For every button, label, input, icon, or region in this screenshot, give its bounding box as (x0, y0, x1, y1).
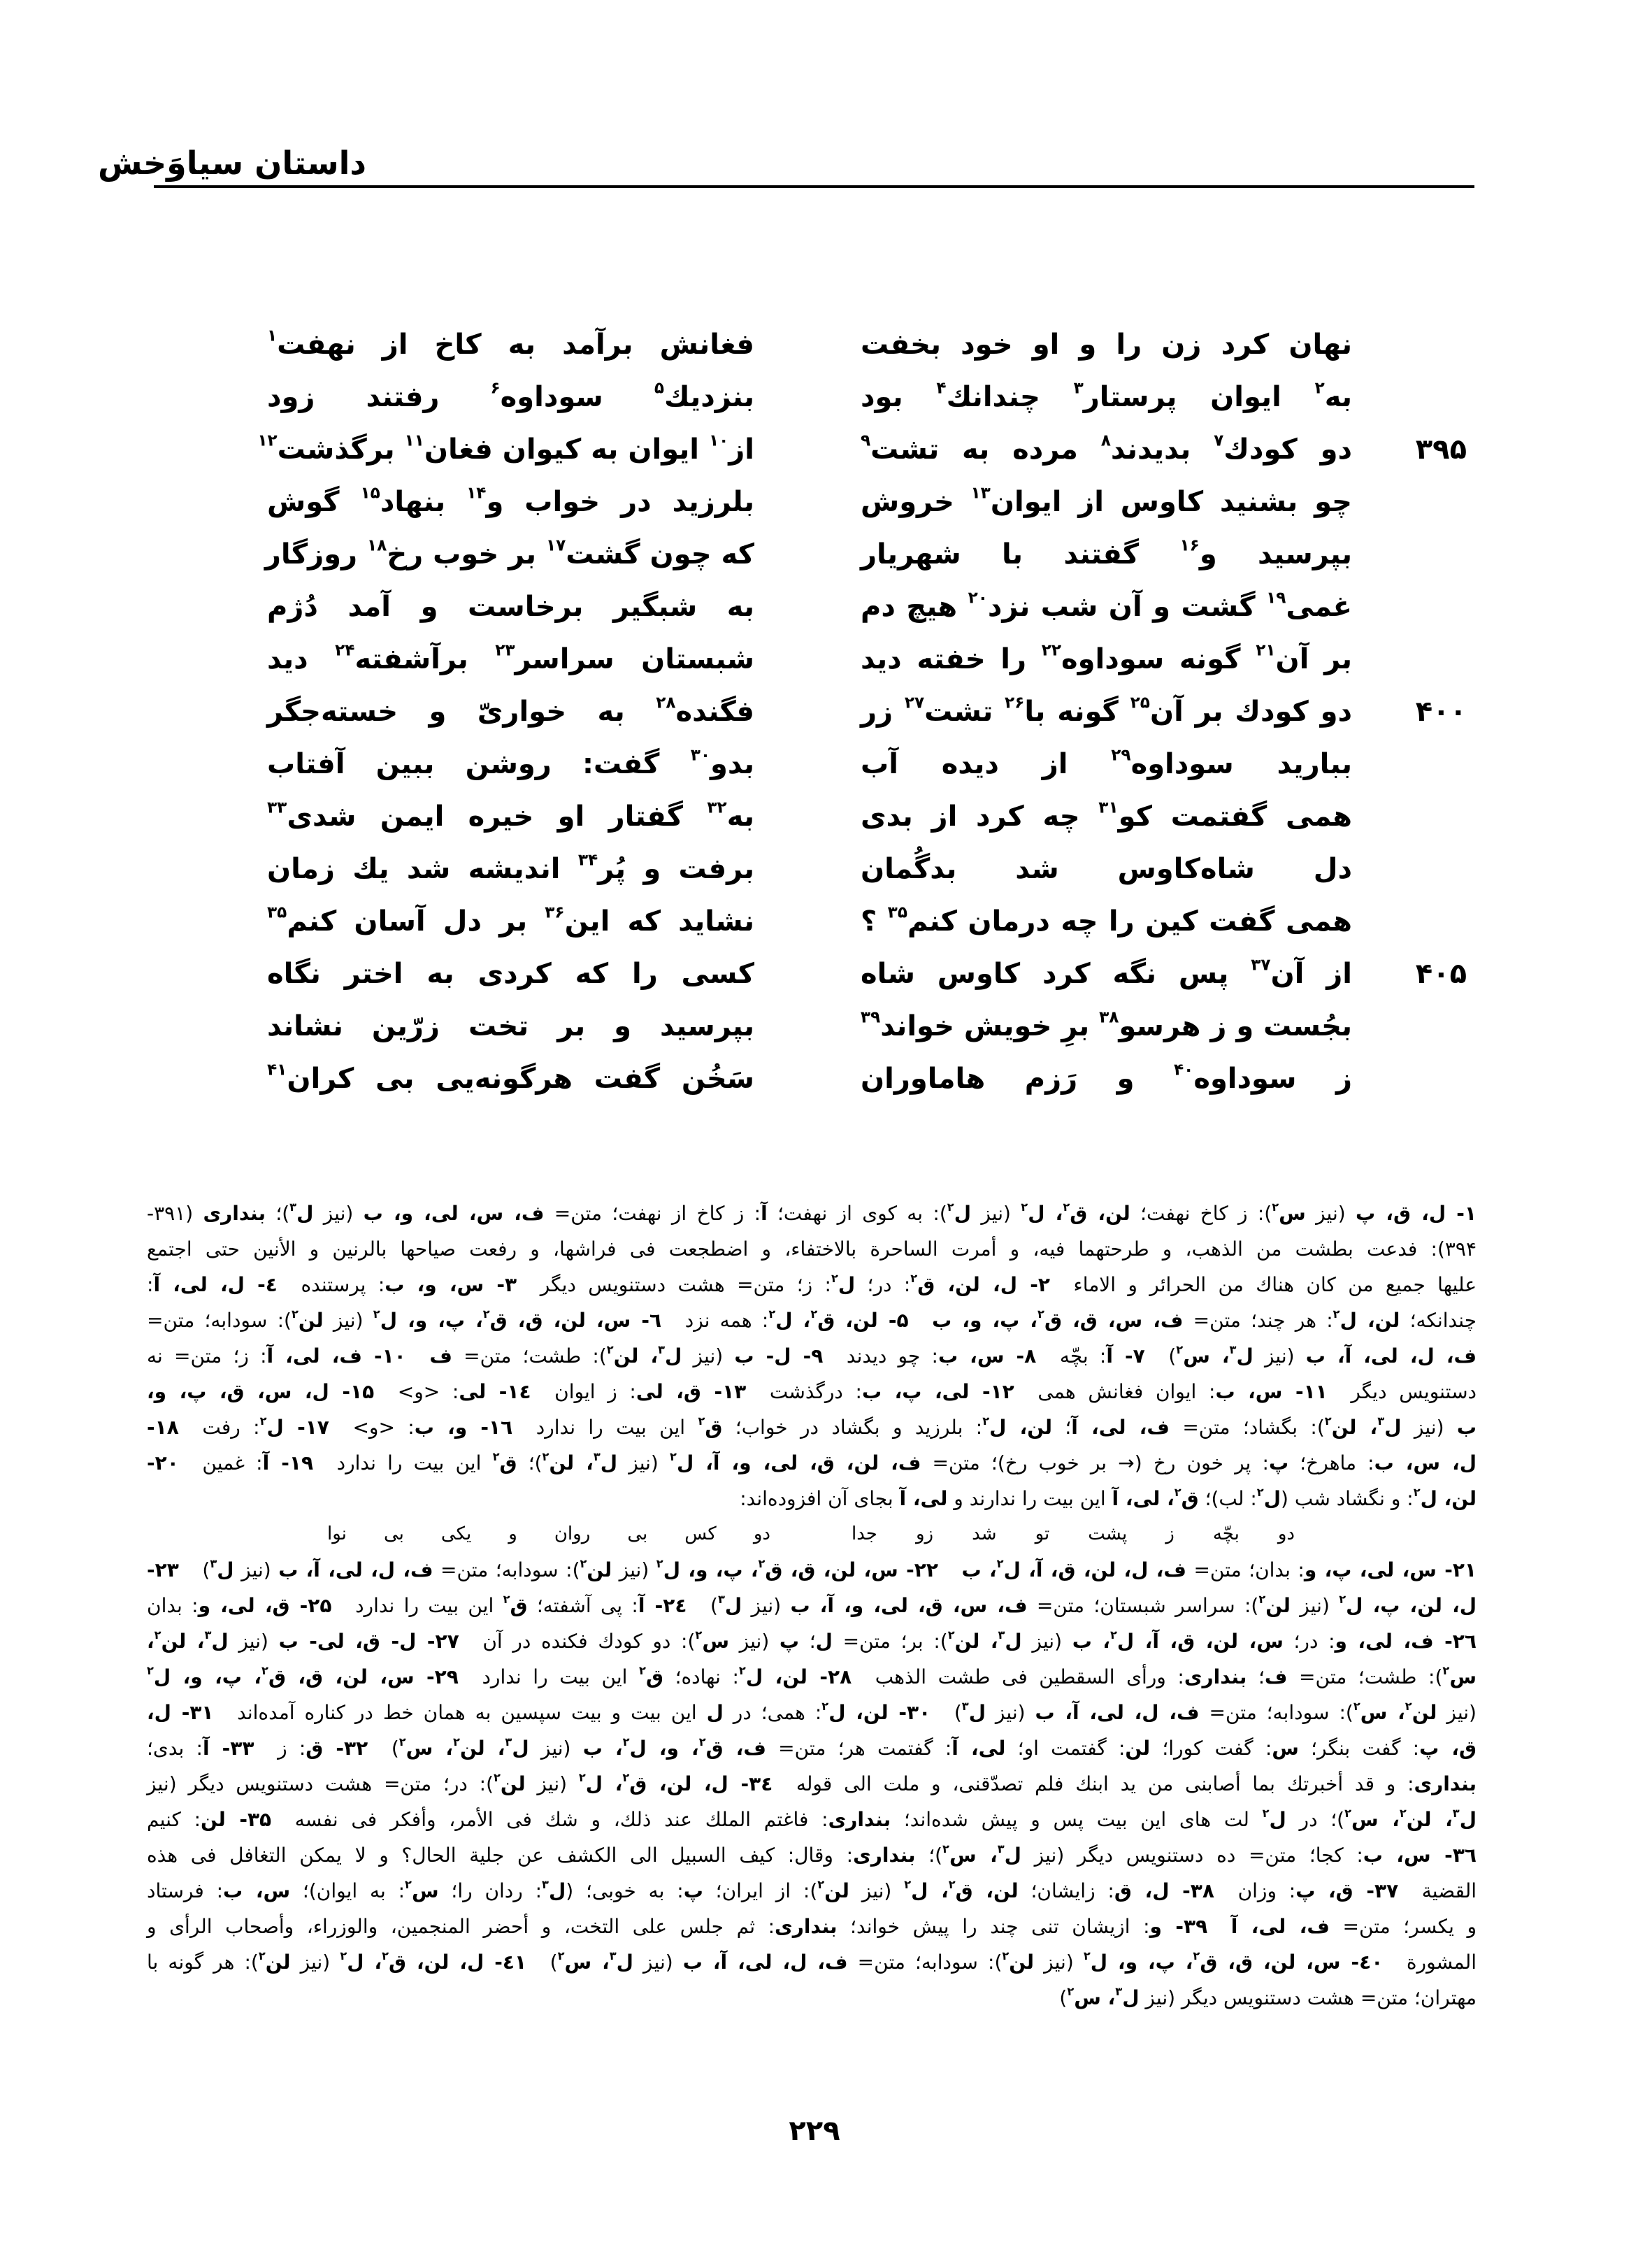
verse-number: ۳۹۵ (1415, 433, 1467, 466)
poem-body (0, 319, 1652, 1105)
footnote-line: ل، س، ب: ماهرخ؛ پ: پر خون رخ (→ بر خوب رخ)؛ متن= ف، لن، ق، لی، و، آ، ل$^۲$ (نیز ل$^۳$، لن$^۲$)؛ ق$^۲$ این بیت را ندارد۱۹- آ: غمین۲۰- (147, 1450, 1477, 1474)
verse-number (1391, 371, 1467, 424)
hemistich-left: نشاید که این$^{۳۶}$ بر دل آسان کنم$^{۳۵}$ (267, 903, 754, 938)
footnote-line: چندانکه؛ لن، ل$^۲$: هر چند؛ متن= ف، س، ق، ق$^۲$، پ، و، ب۵- لن، ق$^۲$، ل$^۲$: همه نزد٦- س، لن، ق، ق$^۲$، پ، و، ل$^۲$ (نیز لن$^۲$): سودابه؛ متن= (147, 1307, 1477, 1332)
hemistich-right: بپرسید و$^{۱۶}$ گفتند با شهریار (861, 536, 1352, 570)
hemistich-left: که چون گشت$^{۱۷}$ بر خوب رخ$^{۱۸}$ روزگار (264, 536, 754, 570)
footnote-line: ٢٦- ف، لی، و: در؛ س، لن، ق، آ، ل$^۲$، ب (نیز ل$^۳$، لن$^۲$): بر؛ متن= ل؛ پ (نیز س$^۲$): دو کودك فکنده در آن۲۷- ل- ق، لی- ب (نیز ل$^۳$، لن$^۲$، (147, 1628, 1477, 1653)
hemistich-left: بپرسید و بر تخت زرّین نشاند (267, 1010, 754, 1042)
footnote-line: ۳۹۴): فدعت بطشت من الذهب، و طرحتهما فیه، و أمرت الساحرة بالاختفاء، و اضطجعت فی فراشها، و رفعت صیاحها بالرنین و الأنین حتی اجتمع (147, 1237, 1477, 1261)
verse-number (1391, 1053, 1467, 1105)
verse-number (1391, 896, 1467, 948)
couplet (0, 633, 1652, 686)
couplet (0, 948, 1652, 1000)
verse-number (1391, 843, 1467, 896)
footnote-line: ۲۱- س، لی، پ، و: بدان؛ متن= ف، ل، لن، ق، آ، ل$^۲$، ب۲۲- س، لن، ق، ق$^۲$، پ، و، ل$^۲$ (نیز لن$^۲$): سودابه؛ متن= ف، ل، لی، آ، ب (نیز ل$^۳$)۲۳- (147, 1557, 1477, 1581)
footnote-line: علیها جمیع من کان هناك من الحرائر و الاماء۲- ل، لن، ق$^۲$: در؛ ل$^۲$: ز؛ متن= هشت دستنویس دیگر۳- س، و، ب: پرستنده٤- ل، لی، آ: (147, 1272, 1477, 1296)
footnote-line: ل$^۳$، لن$^۲$، س$^۲$)؛ در ل$^۲$ لت های این بیت پس و پیش شده‌اند؛ بنداری: فاغتم الملك عند ذلك، و شك فی الأمر، وأفکر فی نفسه۳۵- لن: کنیم (147, 1807, 1477, 1831)
footnote-line: لن، ل$^۲$: و نگشاد شب (ل$^۲$: لب)؛ ق$^۲$، لی، آ این بیت را ندارند و لی، آ بجای آن افزوده‌اند: (740, 1486, 1477, 1510)
hemistich-left: شبستان سراسر$^{۲۳}$ برآشفته$^{۲۴}$ دید (267, 640, 755, 675)
hemistich-right: بر آن$^{۲۱}$ گونه سوداوه$^{۲۲}$ را خفته دید (861, 640, 1352, 675)
hemistich-left: سَخُن گفت هرگونه‌یی بی کران$^{۴۱}$ (267, 1060, 754, 1095)
hemistich-left: برفت و پُر$^{۳۴}$ اندیشه شد یك زمان (267, 850, 754, 885)
hemistich-right: چو بشنید کاوس از ایوان$^{۱۳}$ خروش (861, 483, 1352, 518)
hemistich-left: کسی را که کردی به اختر نگاه (267, 958, 754, 990)
hemistich-right: همی گفتمت کو$^{۳۱}$ چه کرد از بدی (861, 798, 1353, 833)
verse-number (1391, 581, 1467, 633)
footnote-quoted-verse (147, 1516, 1477, 1552)
footnote-line: ۱- ل، ق، پ (نیز س$^۲$): ز کاخ نهفت؛ لن، ق$^۲$، ل$^۲$ (نیز ل$^۲$): به کوی از نهفت؛ آ: ز کاخ از نهفت؛ متن= ف، س، لی، و، ب (نیز ل$^۳$)؛ بنداری (۳۹۱- (147, 1200, 1477, 1225)
verse-number: ۴۰۵ (1415, 958, 1467, 990)
couplet (0, 1000, 1652, 1053)
hemistich-right: دل شاه‌کاوس شد بدگُمان (861, 853, 1352, 885)
footnote-line: المشورة٤٠- س، لن، ق، ق$^۲$، پ، و، ل$^۲$ (نیز لن$^۲$): سودابه؛ متن= ف، ل، لی، آ، ب (نیز ل$^۳$، س$^۲$)٤١- ل، لن، ق$^۲$، ل$^۲$ (نیز لن$^۲$): هر گونه با (147, 1949, 1477, 1974)
running-title: داستان سیاوَخش (98, 144, 366, 182)
couplet (0, 476, 1652, 529)
couplet (0, 424, 1652, 476)
page-number: ۲۲۹ (789, 2115, 840, 2147)
quoted-hemistich-right: دو بچّه ز پشت تو شد زو جدا (852, 1523, 1295, 1544)
hemistich-left: بلرزید در خواب و$^{۱۴}$ بنهاد$^{۱۵}$ گوش (267, 483, 755, 518)
footnote-line: القضیة۳۷- ق، پ: وزان۳۸- ل، ق: زایشان؛ لن، ق$^۲$، ل$^۲$ (نیز لن$^۲$): از ایران؛ پ: به خوبی؛ (ل$^۳$: ردان را؛ س$^۲$: به ایوان)؛ س، ب: فرستاد (147, 1878, 1477, 1902)
verse-number (1391, 319, 1467, 371)
couplet (0, 896, 1652, 948)
hemistich-right: دو کودك بر آن$^{۲۵}$ گونه با$^{۲۶}$ تشت$^{۲۷}$ زر (861, 693, 1353, 728)
hemistich-left: بدو$^{۳۰}$ گفت: روشن ببین آفتاب (267, 745, 754, 780)
footnote-line: مهتران؛ متن= هشت دستنویس دیگر (نیز ل$^۳$، س$^۲$) (1059, 1985, 1477, 2009)
couplet (0, 843, 1652, 896)
footnote-line: ل، لن، پ، ل$^۲$ (نیز لن$^۲$): سراسر شبستان؛ متن= ف، س، ق، لی، و، آ، ب (نیز ل$^۳$)٢٤- آ: پی آشفته؛ ق$^۲$ این بیت را ندارد۲۵- ق، لی، و: بدان (147, 1593, 1477, 1617)
footnote-line: ب (نیز ل$^۳$، لن$^۲$): بگشاد؛ متن= ف، لی، آ؛ لن، ل$^۲$: بلرزید و بگشاد در خواب؛ ق$^۲$ این بیت را ندارد١٦- و، ب: <و>۱۷- ل$^۲$: رفت۱۸- (147, 1414, 1477, 1439)
hemistich-right: ببارید سوداوه$^{۲۹}$ از دیده آب (861, 745, 1353, 780)
hemistich-right: نهان کرد زن را و او خود بخفت (861, 329, 1352, 361)
hemistich-right: ز سوداوه$^{۴۰}$ و رَزم هاماوران (861, 1060, 1352, 1095)
verse-number: ۴۰۰ (1415, 696, 1467, 728)
hemistich-right: به$^۲$ ایوان پرستار$^۳$ چندانك$^۴$ بود (861, 378, 1352, 413)
verse-number (1391, 529, 1467, 581)
couplet (0, 319, 1652, 371)
verse-number (1391, 476, 1467, 529)
couplet (0, 1053, 1652, 1105)
hemistich-left: فگنده$^{۲۸}$ به خواریّ و خسته‌جگر (267, 693, 754, 728)
footnote-line: ق، پ: گفت بنگر؛ س: گفت کورا؛ لن: گفتمت او؛ لی، آ: گفتمت هر؛ متن= ف، ق$^۲$، و، ل$^۲$، ب (نیز ل$^۳$، لن$^۲$، س$^۲$)۳۲- ق: ز۳۳- آ: بدی؛ (147, 1735, 1477, 1760)
footnote-line: ٣٦- س، ب: کجا؛ متن= ده دستنویس دیگر (نیز ل$^۳$، س$^۲$)؛ بنداری: وقال: کیف السبیل الی الکشف عن جلیة الحال؟ و لا یمکن التغافل فی هذه (147, 1842, 1477, 1867)
hemistich-left: از$^{۱۰}$ ایوان به کیوان فغان$^{۱۱}$ برگذشت$^{۱۲}$ (257, 431, 754, 466)
couplet (0, 738, 1652, 791)
header-rule (154, 185, 1474, 188)
couplet (0, 791, 1652, 843)
couplet (0, 529, 1652, 581)
couplet (0, 371, 1652, 424)
verse-number (1391, 791, 1467, 843)
hemistich-right: همی گفت کین را چه درمان کنم$^{۳۵}$ ؟ (861, 903, 1352, 938)
footnotes (147, 1196, 1477, 2016)
verse-number (1391, 738, 1467, 791)
hemistich-left: به شبگیر برخاست و آمد دُژم (267, 591, 754, 623)
verse-number (1391, 633, 1467, 686)
hemistich-left: به$^{۳۲}$ گفتار او خیره ایمن شدی$^{۳۳}$ (267, 798, 754, 833)
footnote-line: و یکسر؛ متن= ف، لی، آ۳۹- و: ازیشان تنی چند را پیش خواند؛ بنداری: ثم جلس علی التخت، و أحضر المنجمین، والوزراء، وأصحاب الرأی و (147, 1915, 1477, 1938)
footnote-line: س$^۲$): طشت؛ متن= ف؛ بنداری: ورأی السقطین فی طشت الذهب۲۸- لن، ل$^۲$: نهاده؛ ق$^۲$ این بیت را ندارد۲۹- س، لن، ق، ق$^۲$، پ، و، ل$^۲$ (147, 1664, 1477, 1688)
couplet (0, 686, 1652, 738)
hemistich-right: غمی$^{۱۹}$ گشت و آن شب نزد$^{۲۰}$ هیچ دم (861, 588, 1352, 623)
couplet (0, 581, 1652, 633)
footnote-line: دستنویس دیگر۱۱- س، ب: ایوان فغانش همی۱۲- لی، پ، ب: درگذشت۱۳- ق، لی: ز ایوان١٤- لی: <و>۱۵- ل، س، ق، پ، و، (147, 1380, 1477, 1403)
hemistich-right: دو کودك$^۷$ بدیدند$^۸$ مرده به تشت$^۹$ (861, 431, 1352, 466)
footnote-line: ف، ل، لی، آ، ب (نیز ل$^۳$، س$^۲$)۷- آ: بچّه۸- س، ب: چو دیدند۹- ل- ب (نیز ل$^۳$، لن$^۲$): طشت؛ متن= ف۱۰- ف، لی، آ: ز؛ متن= نه (147, 1343, 1477, 1368)
quoted-hemistich-left: دو کس بی روان و یکی بی نوا (327, 1523, 770, 1544)
footnote-line: (نیز لن$^۲$، س$^۲$): سودابه؛ متن= ف، ل، لی، آ، ب (نیز ل$^۳$)۳۰- لن، ل$^۲$: همی؛ در ل این بیت و بیت سپسین به همان خط در کناره آمده‌اند۳۱- ل، (147, 1700, 1477, 1724)
hemistich-right: بجُست و ز هرسو$^{۳۸}$ برِ خویش خواند$^{۳۹}$ (860, 1007, 1352, 1042)
hemistich-right: از آن$^{۳۷}$ پس نگه کرد کاوس شاه (861, 955, 1353, 990)
verse-number (1391, 1000, 1467, 1053)
hemistich-left: بنزدیك$^۵$ سوداوه$^۶$ رفتند زود (267, 378, 754, 413)
hemistich-left: فغانش برآمد به کاخ از نهفت$^۱$ (267, 326, 754, 361)
footnote-line: بنداری: و قد أخبرتك بما أصابنی من ید ابنك فلم تصدّقنی، و ملت الی قوله٣٤- ل، لن، ق$^۲$، ل$^۲$ (نیز لن$^۲$): در؛ متن= هشت دستنویس دیگر (نیز (147, 1771, 1477, 1795)
